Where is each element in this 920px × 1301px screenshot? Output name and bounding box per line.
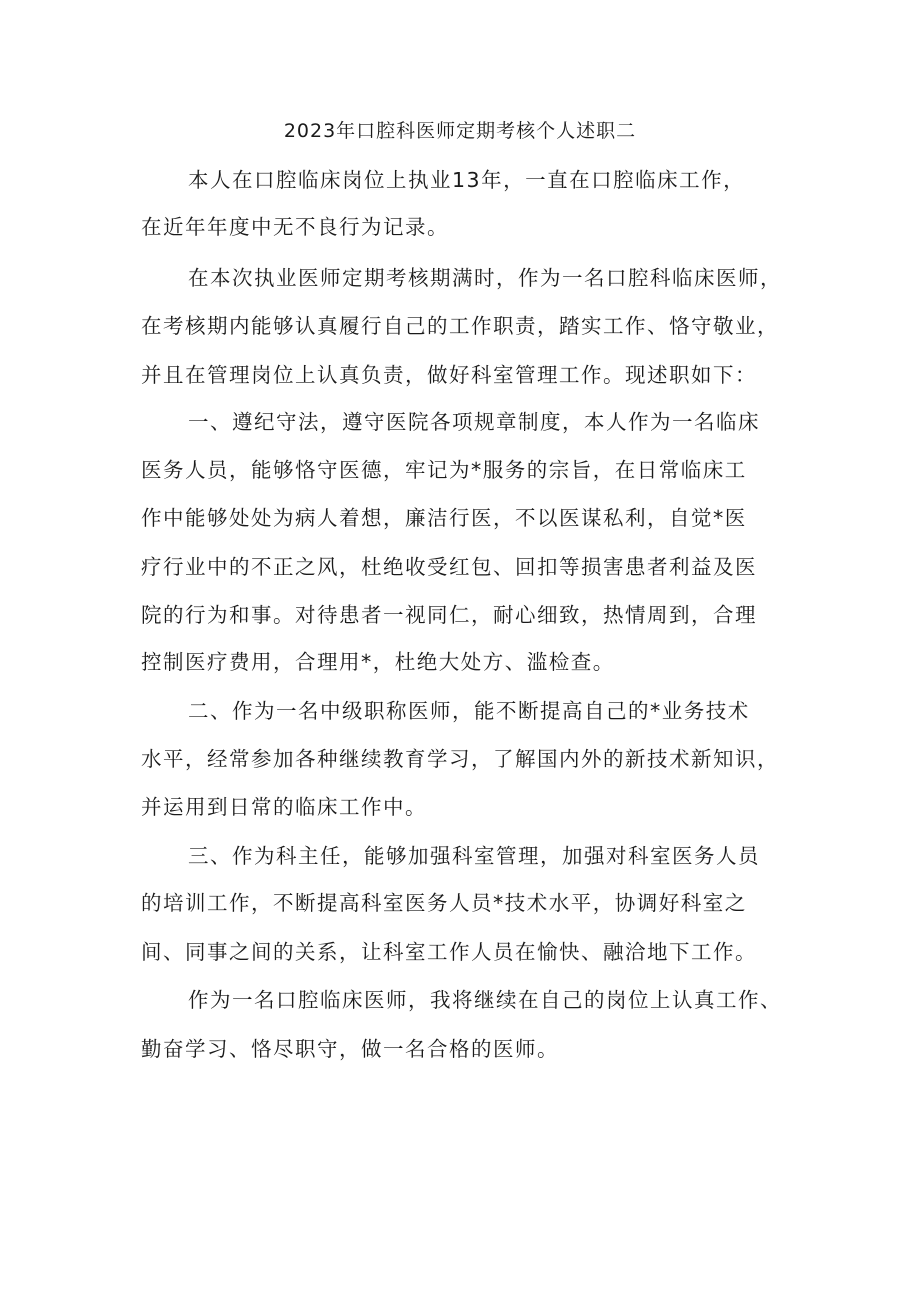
text-line: 院的行为和事。对待患者一视同仁，耐心细致，热情周到，合理 [141, 603, 757, 627]
text-line: 三、作为科主任，能够加强科室管理，加强对科室医务人员 [188, 844, 760, 868]
text-line: 水平，经常参加各种继续教育学习，了解国内外的新技术新知识， [141, 747, 779, 771]
text-line: 在考核期内能够认真履行自己的工作职责，踏实工作、恪守敬业， [141, 314, 779, 338]
text-line: 在本次执业医师定期考核期满时，作为一名口腔科临床医师， [188, 266, 782, 290]
text-line: 一、遵纪守法，遵守医院各项规章制度，本人作为一名临床 [188, 410, 760, 434]
text-line: 本人在口腔临床岗位上执业13年，一直在口腔临床工作， [188, 168, 746, 192]
text-line: 在近年年度中无不良行为记录。 [141, 215, 449, 239]
text-line: 二、作为一名中级职称医师，能不断提高自己的*业务技术 [188, 699, 750, 723]
text-line: 间、同事之间的关系，让科室工作人员在愉快、融洽地下工作。 [141, 940, 757, 964]
text-line: 作中能够处处为病人着想，廉洁行医，不以医谋私利，自觉*医 [141, 506, 747, 530]
text-line: 勤奋学习、恪尽职守，做一名合格的医师。 [141, 1037, 559, 1061]
text-line: 并且在管理岗位上认真负责，做好科室管理工作。现述职如下： [141, 363, 757, 387]
document-title: 2023年口腔科医师定期考核个人述职二 [283, 120, 637, 142]
text-line: 并运用到日常的临床工作中。 [141, 795, 427, 819]
text-line: 医务人员，能够恪守医德，牢记为*服务的宗旨，在日常临床工 [141, 458, 747, 482]
text-line: 作为一名口腔临床医师，我将继续在自己的岗位上认真工作、 [188, 988, 782, 1012]
text-line: 的培训工作，不断提高科室医务人员*技术水平，协调好科室之 [141, 891, 747, 915]
text-line: 疗行业中的不正之风，杜绝收受红包、回扣等损害患者利益及医 [141, 555, 757, 579]
text-line: 控制医疗费用，合理用*，杜绝大处方、滥检查。 [141, 650, 615, 674]
